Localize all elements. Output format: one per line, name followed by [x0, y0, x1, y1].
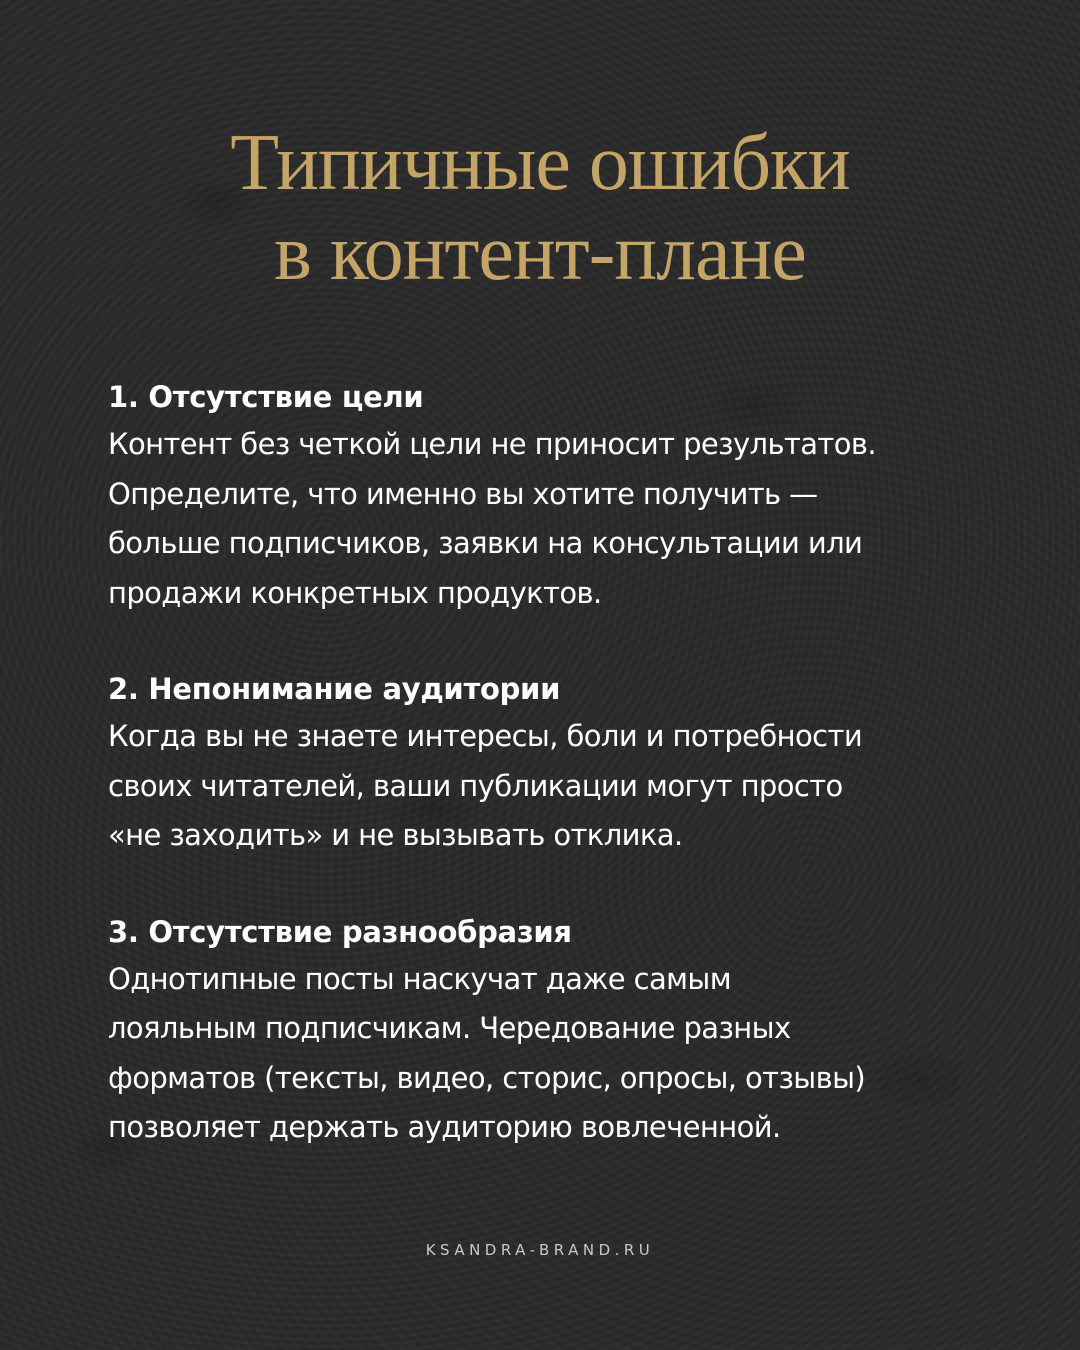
mistake-description: [108, 955, 988, 1153]
description-line: «не заходить» и не вызывать отклика.: [108, 818, 683, 852]
mistake-heading: 1. Отсутствие цели: [108, 380, 424, 414]
description-line: форматов (тексты, видео, сторис, опросы, отзывы): [108, 1060, 866, 1095]
mistake-item-3: [108, 909, 988, 1153]
mistake-item-2: [108, 666, 988, 861]
mistake-heading: 3. Отсутствие разнообразия: [108, 914, 572, 949]
mistake-description: [108, 712, 988, 861]
description-line: Однотипные посты наскучат даже самым: [108, 961, 731, 996]
description-line: продажи конкретных продуктов.: [108, 575, 602, 610]
description-line: Когда вы не знаете интересы, боли и потребности: [108, 719, 863, 753]
description-line: Определите, что именно вы хотите получить —: [108, 476, 818, 511]
mistake-heading: 2. Непонимание аудитории: [108, 672, 561, 706]
mistake-item-1: [108, 374, 988, 618]
mistakes-list: [108, 374, 988, 1201]
page-title: [0, 118, 1080, 298]
mistake-description: [108, 420, 988, 618]
description-line: Контент без четкой цели не приносит результатов.: [108, 427, 876, 461]
description-line: лояльным подписчикам. Чередование разных: [108, 1011, 791, 1045]
description-line: больше подписчиков, заявки на консультации или: [108, 526, 863, 560]
description-line: позволяет держать аудиторию вовлеченной.: [108, 1110, 781, 1144]
title-line-1: Типичные ошибки: [230, 119, 850, 207]
title-line-2: в контент-плане: [274, 209, 806, 297]
description-line: своих читателей, ваши публикации могут просто: [108, 768, 843, 803]
website-footer: KSANDRA-BRAND.RU: [425, 1241, 655, 1259]
